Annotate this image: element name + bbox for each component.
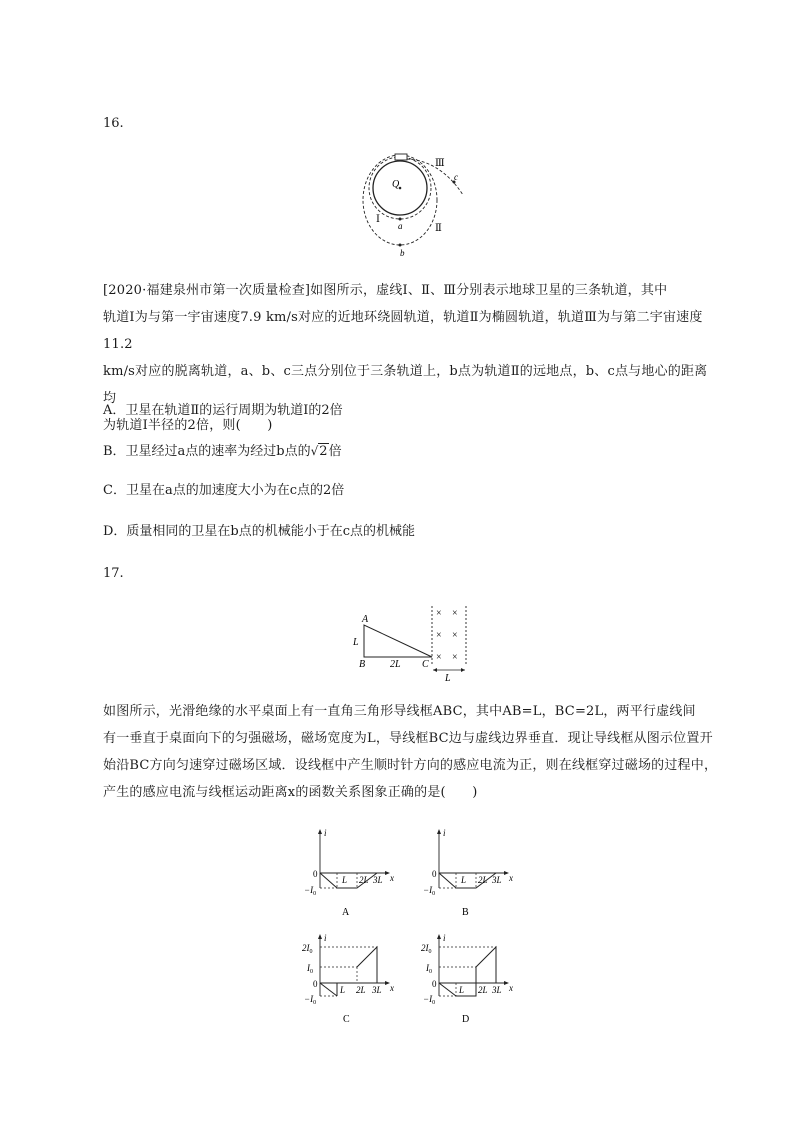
svg-text:−I0: $-I_0$ — [423, 994, 436, 1006]
stem-line: 为轨道Ⅰ半径的2倍，则( ) — [103, 418, 273, 433]
svg-text:i: i — [443, 933, 446, 943]
svg-text:2I0: $2I_0$ — [421, 943, 432, 955]
svg-text:2L: 2L — [356, 985, 366, 995]
triangle-abc — [364, 625, 432, 657]
graph-b — [412, 826, 522, 918]
label-B: B — [359, 659, 366, 670]
orbit-diagram — [355, 150, 465, 260]
stem-line: 产生的感应电流与线框运动距离x的函数关系图象正确的是( ) — [103, 785, 478, 800]
svg-text:2L: 2L — [359, 875, 369, 885]
svg-text:L: L — [340, 985, 346, 995]
label-field-width: L — [445, 673, 451, 684]
sqrt-radicand: 2 — [319, 444, 328, 459]
stem-line: 始沿BC方向匀速穿过磁场区域．设线框中产生顺时针方向的感应电流为正，则在线框穿过磁场的过程中， — [103, 758, 718, 773]
orbit-ii — [363, 155, 437, 245]
field-cross: × — [452, 652, 458, 663]
stem-line: 有一垂直于桌面向下的匀强磁场，磁场宽度为L，导线框BC边与虚线边界垂直．现让导线框从图示位置开 — [103, 731, 713, 746]
graph-a-label: A — [342, 907, 350, 918]
graph-a — [293, 826, 403, 918]
svg-text:i: i — [324, 933, 327, 943]
field-cross: × — [436, 608, 442, 619]
svg-text:x: x — [390, 983, 394, 993]
label-c: c — [454, 172, 458, 182]
svg-text:i: i — [443, 828, 446, 838]
sqrt-radical: √ — [310, 444, 319, 458]
label-orbit-i: Ⅰ — [376, 214, 380, 225]
option-16b-text: B．卫星经过a点的速率为经过b点的 — [103, 444, 311, 459]
label-2L: 2L — [390, 659, 401, 670]
option-16a: A．卫星在轨道Ⅱ的运行周期为轨道Ⅰ的2倍 — [103, 403, 343, 418]
field-cross: × — [436, 630, 442, 641]
stem-line: [2020·福建泉州市第一次质量检查]如图所示，虚线Ⅰ、Ⅱ、Ⅲ分别表示地球卫星的三条轨道，其中 — [103, 283, 668, 298]
graph-d — [412, 931, 522, 1023]
triangle-field-diagram — [348, 604, 473, 684]
svg-text:0: 0 — [432, 979, 437, 989]
field-cross: × — [452, 608, 458, 619]
svg-text:I0: $I_0$ — [426, 963, 432, 975]
point-b-dot — [399, 244, 402, 247]
svg-text:L: L — [342, 875, 348, 885]
label-b: b — [400, 248, 405, 258]
question-17-stem — [103, 698, 719, 806]
graph-c-label: C — [343, 1014, 350, 1023]
stem-line: 轨道Ⅰ为与第一宇宙速度7.9 km/s对应的近地环绕圆轨道，轨道Ⅱ为椭圆轨道，轨道Ⅲ为与第二宇宙速度11.2 — [103, 310, 703, 352]
label-a: a — [398, 221, 403, 231]
svg-text:0: 0 — [313, 979, 318, 989]
svg-text:3L: 3L — [492, 875, 502, 885]
graph-c-curve — [320, 983, 337, 996]
svg-text:3L: 3L — [492, 985, 502, 995]
svg-text:0: 0 — [313, 869, 318, 879]
svg-text:2L: 2L — [478, 985, 488, 995]
label-C: C — [422, 659, 429, 670]
svg-text:−I0: $-I_0$ — [304, 994, 317, 1006]
svg-text:3L: 3L — [372, 985, 382, 995]
field-cross: × — [452, 630, 458, 641]
field-cross: × — [436, 652, 442, 663]
label-L-vertical: L — [353, 637, 359, 648]
svg-text:I0: $I_0$ — [307, 963, 313, 975]
svg-text:−I0: $-I_0$ — [423, 885, 436, 897]
graph-c — [293, 931, 403, 1023]
label-q: Q — [392, 179, 400, 190]
label-orbit-iii: Ⅲ — [435, 158, 445, 169]
stem-line: km/s对应的脱离轨道，a、b、c三点分别位于三条轨道上，b点为轨道Ⅱ的远地点，b、c点与地心的距离均 — [103, 364, 708, 406]
option-16b — [103, 441, 342, 462]
satellite — [395, 154, 407, 160]
graph-b-label: B — [462, 907, 469, 918]
svg-text:3L: 3L — [373, 875, 383, 885]
option-16c: C．卫星在a点的加速度大小为在c点的2倍 — [103, 483, 345, 498]
question-17-number: 17. — [103, 566, 124, 581]
question-16-number: 16. — [103, 116, 124, 131]
svg-text:−I0: $-I_0$ — [304, 885, 317, 897]
label-A: A — [362, 614, 369, 625]
svg-text:x: x — [509, 983, 513, 993]
svg-text:2L: 2L — [478, 875, 488, 885]
svg-text:x: x — [390, 873, 394, 883]
svg-text:0: 0 — [432, 869, 437, 879]
graph-d-label: D — [462, 1014, 470, 1023]
stem-line: 如图所示，光滑绝缘的水平桌面上有一直角三角形导线框ABC，其中AB=L，BC=2L，两平行虚线间 — [103, 704, 696, 719]
svg-text:i: i — [324, 828, 327, 838]
svg-text:x: x — [509, 873, 513, 883]
option-16d: D．质量相同的卫星在b点的机械能小于在c点的机械能 — [103, 524, 416, 539]
svg-text:L: L — [459, 985, 465, 995]
option-16b-suffix: 倍 — [328, 444, 342, 459]
svg-text:L: L — [461, 875, 467, 885]
svg-text:2I0: $2I_0$ — [302, 943, 313, 955]
label-orbit-ii: Ⅱ — [435, 223, 442, 234]
